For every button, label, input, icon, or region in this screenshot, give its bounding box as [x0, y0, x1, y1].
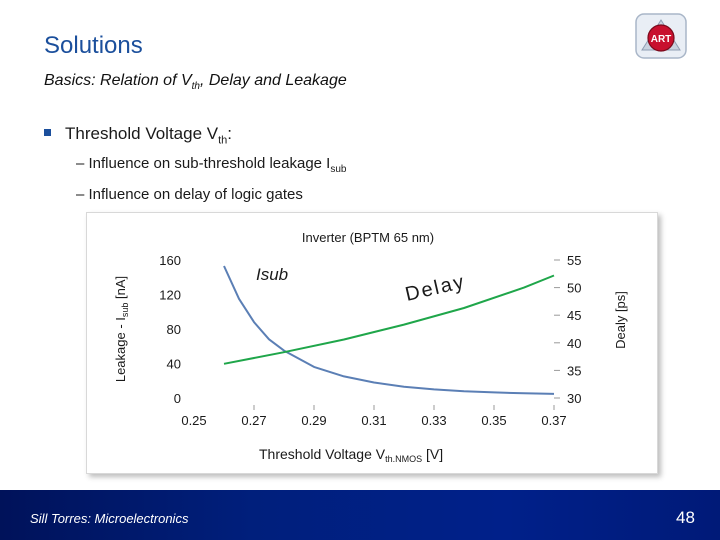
- y-left-label-main: Leakage - I: [113, 317, 128, 383]
- x-axis-label: [259, 446, 443, 464]
- y-left-label-sub: sub: [120, 302, 130, 318]
- art-logo-icon: [632, 10, 690, 62]
- sub-bullet-leakage: [76, 155, 346, 175]
- isub-series-line: [224, 266, 554, 394]
- slide-subtitle: [44, 72, 347, 92]
- subtitle-main: Basics: Relation of V: [44, 72, 192, 89]
- bullet-rest: :: [227, 124, 233, 143]
- y-right-tick-label: 55: [567, 253, 582, 268]
- x-label-main: Threshold Voltage V: [259, 446, 386, 462]
- footer-text: Sill Torres: Microelectronics: [30, 511, 189, 526]
- logo-text: ART: [650, 34, 672, 45]
- y-left-tick-labels: [159, 253, 181, 406]
- bullet-square-icon: [44, 129, 51, 136]
- x-label-sub: th.NMOS: [385, 454, 423, 464]
- chart: [87, 213, 657, 473]
- x-label-unit: [V]: [422, 446, 444, 462]
- subtitle-rest: , Delay and Leakage: [199, 72, 347, 89]
- x-tick-label: 0.25: [181, 413, 207, 428]
- y-left-tick-label: 120: [159, 287, 181, 303]
- page-number: 48: [676, 508, 695, 527]
- bullet-threshold-voltage: [44, 124, 232, 146]
- x-tick-label: 0.33: [421, 413, 447, 428]
- sub1-subscript: sub: [330, 164, 347, 175]
- y-right-tick-labels: [567, 253, 581, 406]
- y-left-axis-label: [113, 276, 130, 382]
- x-tick-label: 0.37: [541, 413, 567, 428]
- y-left-tick-label: 160: [159, 253, 181, 268]
- sub1-main: – Influence on sub-threshold leakage I: [76, 155, 331, 172]
- y-left-label-unit: [nA]: [113, 275, 128, 303]
- chart-title: Inverter (BPTM 65 nm): [301, 230, 435, 245]
- sub-bullet-delay: – Influence on delay of logic gates: [76, 186, 303, 203]
- y-left-tick-label: 0: [173, 391, 181, 406]
- x-tick-label: 0.35: [481, 413, 507, 428]
- series-lines: [224, 266, 554, 394]
- y-right-tick-label: 45: [567, 308, 582, 324]
- subtitle-subscript: th: [191, 81, 200, 93]
- slide-title: Solutions: [44, 32, 143, 59]
- y-right-tick-label: 40: [567, 335, 582, 351]
- delay-series-line: [224, 276, 554, 364]
- bullet-subscript: th: [218, 134, 228, 147]
- y-right-tick-label: 30: [567, 391, 582, 406]
- y-right-tick-label: 50: [567, 280, 582, 296]
- annotation-isub: Isub: [256, 265, 289, 284]
- x-tick-label: 0.27: [241, 413, 267, 428]
- x-tick-label: 0.31: [361, 413, 387, 428]
- annotation-delay: Delay: [403, 270, 468, 306]
- chart-panel: [86, 212, 658, 474]
- x-tick-label: 0.29: [301, 413, 327, 428]
- y-right-axis-label: Dealy [ps]: [613, 291, 628, 349]
- y-left-tick-label: 80: [166, 322, 181, 337]
- y-left-tick-label: 40: [166, 356, 181, 372]
- bullet-main: Threshold Voltage V: [65, 124, 219, 143]
- y-right-tick-label: 35: [567, 363, 582, 379]
- x-tick-labels: [181, 413, 566, 428]
